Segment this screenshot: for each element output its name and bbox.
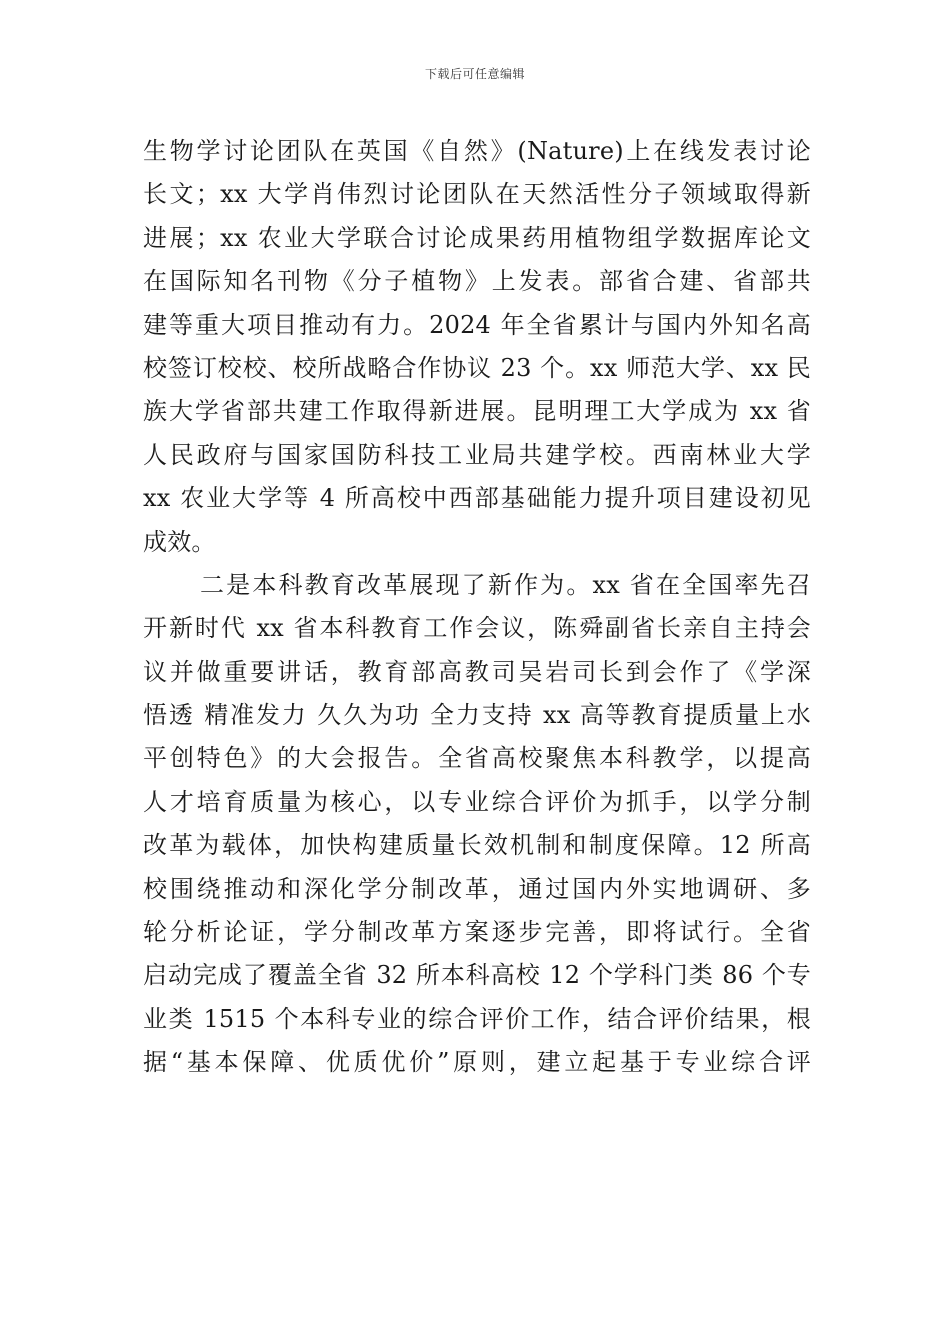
text-line: 生物学讨论团队在英国《自然》(Nature)上在线发表讨论: [143, 137, 811, 165]
paragraph-1: [143, 130, 811, 564]
text-line: 议并做重要讲话，教育部高教司吴岩司长到会作了《学深: [143, 657, 811, 686]
text-line: 业类 1515 个本科专业的综合评价工作，结合评价结果，根: [143, 1004, 811, 1033]
text-line: 开新时代 xx 省本科教育工作会议，陈舜副省长亲自主持会: [143, 614, 811, 643]
text-line: 进展；xx 农业大学联合讨论成果药用植物组学数据库论文: [143, 223, 811, 252]
text-line: 悟透 精准发力 久久为功 全力支持 xx 高等教育提质量上水: [143, 701, 811, 730]
text-line: 建等重大项目推动有力。2024 年全省累计与国内外知名高: [143, 310, 811, 339]
text-line: 校围绕推动和深化学分制改革，通过国内外实地调研、多: [143, 874, 811, 903]
text-line: 校签订校校、校所战略合作协议 23 个。xx 师范大学、xx 民: [143, 353, 811, 382]
paragraph-2: [143, 564, 811, 1085]
text-line: 启动完成了覆盖全省 32 所本科高校 12 个学科门类 86 个专: [143, 961, 811, 990]
text-line: 改革为载体，加快构建质量长效机制和制度保障。12 所高: [143, 831, 811, 860]
text-line: 族大学省部共建工作取得新进展。昆明理工大学成为 xx 省: [143, 397, 811, 426]
text-line: 在国际知名刊物《分子植物》上发表。部省合建、省部共: [143, 267, 811, 296]
text-line: 平创特色》的大会报告。全省高校聚焦本科教学，以提高: [143, 744, 811, 773]
text-line: xx 农业大学等 4 所高校中西部基础能力提升项目建设初见: [143, 484, 811, 513]
text-line: 成效。: [143, 527, 216, 556]
text-line: 人才培育质量为核心，以专业综合评价为抓手，以学分制: [143, 787, 811, 816]
page-header-note: 下载后可任意编辑: [424, 67, 525, 81]
text-line: 轮分析论证，学分制改革方案逐步完善，即将试行。全省: [143, 918, 811, 947]
document-body: [143, 130, 811, 1085]
text-line: 据“基本保障、优质优价”原则，建立起基于专业综合评: [143, 1048, 811, 1077]
text-line: 二是本科教育改革展现了新作为。xx 省在全国率先召: [200, 570, 811, 599]
text-line: 长文；xx 大学肖伟烈讨论团队在天然活性分子领域取得新: [143, 180, 811, 209]
text-line: 人民政府与国家国防科技工业局共建学校。西南林业大学: [143, 440, 811, 469]
